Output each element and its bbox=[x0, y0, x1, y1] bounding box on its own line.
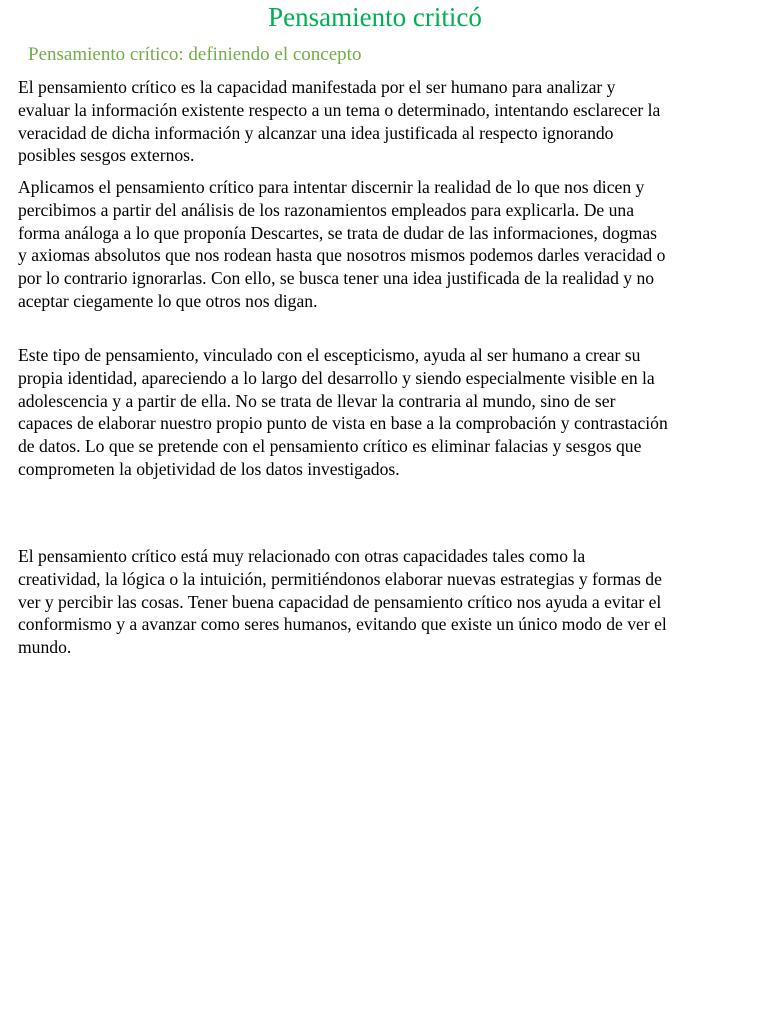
paragraph-related-capacities: El pensamiento crítico está muy relacionado con otras capacidades tales como la creatividad, la lógica o la intuición, permitiéndonos elaborar nuevas estrategias y formas de ver y percibir las cosas. Tener buena capacidad de pensamiento crítico nos ayuda a evitar el conformismo y a avanzar como seres humanos, evitando que existe un único modo de ver el mundo. bbox=[18, 546, 667, 658]
page-title: Pensamiento criticó bbox=[268, 2, 482, 32]
section-heading: Pensamiento crítico: definiendo el concepto bbox=[28, 44, 362, 65]
paragraph-application: Aplicamos el pensamiento crítico para intentar discernir la realidad de lo que nos dicen y percibimos a partir del análisis de los razonamientos empleados para explicarla. De una forma análoga a lo que proponía Descartes, se trata de dudar de las informaciones, dogmas y axiomas absolutos que nos rodean hasta que nosotros mismos podemos darles veracidad o por lo contrario ignorarlas. Con ello, se busca tener una idea justificada de la realidad y no aceptar ciegamente lo que otros nos digan. bbox=[18, 177, 666, 311]
paragraph-definition: El pensamiento crítico es la capacidad manifestada por el ser humano para analizar y evaluar la información existente respecto a un tema o determinado, intentando esclarecer la veracidad de dicha información y alcanzar una idea justificada al respecto ignorando posibles sesgos externos. bbox=[18, 77, 661, 166]
paragraph-skepticism: Este tipo de pensamiento, vinculado con el escepticismo, ayuda al ser humano a crear su propia identidad, apareciendo a lo largo del desarrollo y siendo especialmente visible en la adolescencia y a partir de ella. No se trata de llevar la contraria al mundo, sino de ser capaces de elaborar nuestro propio punto de vista en base a la comprobación y contrastación de datos. Lo que se pretende con el pensamiento crítico es eliminar falacias y sesgos que comprometen la objetividad de los datos investigados. bbox=[18, 345, 668, 479]
